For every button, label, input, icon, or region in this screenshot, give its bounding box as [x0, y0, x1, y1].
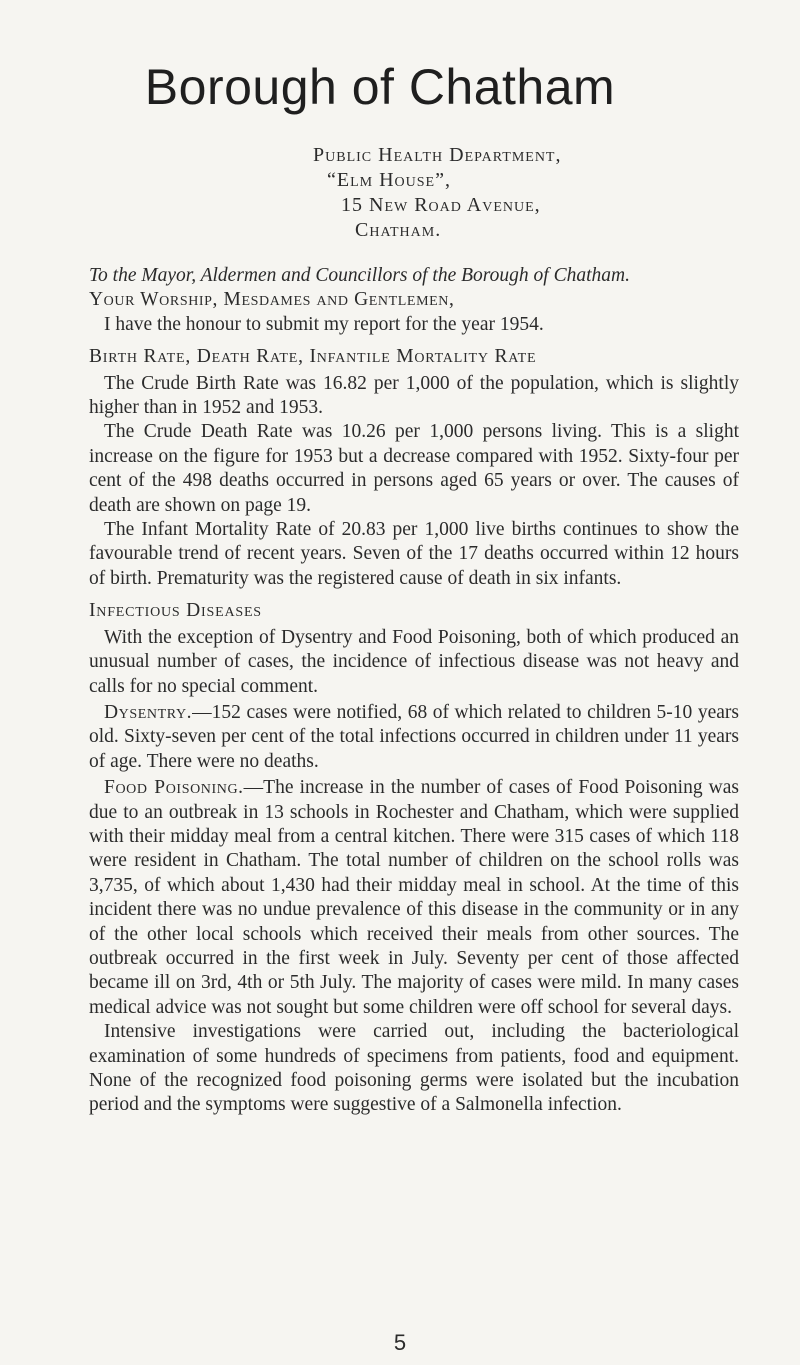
sender-address: [313, 143, 561, 243]
address-line-town: Chatham.: [355, 219, 442, 241]
page-number: 5: [393, 1330, 407, 1355]
death-rate-paragraph: The Crude Death Rate was 10.26 per 1,000 persons living. This is a slight increase on the figure for 1953 but a decrease compared with 1952. Sixty-four per cent of the 498 deaths occurred in persons aged 65 years or over. The causes of death are shown on page 19.: [89, 421, 739, 516]
birth-rate-paragraph: The Crude Birth Rate was 16.82 per 1,000 of the population, which is slightly higher than in 1952 and 1953.: [89, 372, 739, 419]
address-line-department: Public Health Department,: [313, 144, 562, 166]
food-poisoning-paragraph: [89, 776, 739, 1020]
section-heading-rates: Birth Rate, Death Rate, Infantile Mortality Rate: [89, 346, 537, 368]
document-title: Borough of Chatham: [144, 59, 616, 115]
address-line-building: “Elm House”,: [327, 169, 451, 191]
infectious-diseases-paragraph: With the exception of Dysentry and Food Poisoning, both of which produced an unusual number of cases, the incidence of infectious disease was not heavy and calls for no special comment.: [89, 626, 739, 697]
report-body: [89, 264, 739, 1118]
food-poisoning-text: —The increase in the number of cases of Food Poisoning was due to an outbreak in 13 schools in Rochester and Chatham, which were supplied with their midday meal from a central kitchen. There were 315 cases of which 118 were resident in Chatham. The total number of children on the school rolls was 3,735, of which about 1,430 had their midday meal in school. At the time of this incident there was no undue prevalence of this disease in the community or in any of the other local schools which received their meals from other sources. The outbreak occurred in the first week in July. Seventy per cent of those affected became ill on 3rd, 4th or 5th July. The majority of cases were mild. In many cases medical advice was not sought but some children were off school for several days.: [89, 777, 739, 1018]
infant-mortality-paragraph: The Infant Mortality Rate of 20.83 per 1,000 live births continues to show the favourable trend of recent years. Seven of the 17 deaths occurred within 12 hours of birth. Prematurity was the registered cause of death in six infants.: [89, 519, 739, 589]
salutation: To the Mayor, Aldermen and Councillors of the Borough of Chatham.: [89, 265, 630, 286]
address-line-street: 15 New Road Avenue,: [341, 194, 541, 216]
investigation-paragraph: Intensive investigations were carried out, including the bacteriological examination of some hundreds of specimens from patients, food and equipment. None of the recognized food poisoning germs were isolated but the incubation period and the symptoms were suggestive of a Salmonella infection.: [89, 1021, 739, 1116]
dysentry-paragraph: [89, 701, 739, 774]
dysentry-text: —152 cases were notified, 68 of which related to children 5-10 years old. Sixty-seven per cent of the total infections occurred in children under 11 years of age. There were no deaths.: [89, 701, 739, 772]
section-heading-infectious-diseases: Infectious Diseases: [89, 600, 262, 622]
food-poisoning-label: Food Poisoning.: [104, 777, 244, 799]
dysentry-label: Dysentry.: [104, 701, 193, 723]
intro-paragraph: I have the honour to submit my report for the year 1954.: [104, 313, 544, 335]
greeting: Your Worship, Mesdames and Gentlemen,: [89, 289, 455, 311]
